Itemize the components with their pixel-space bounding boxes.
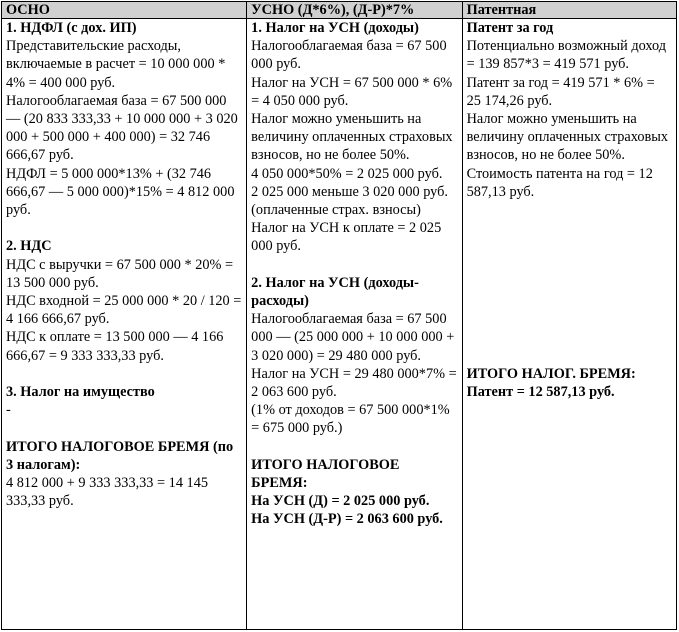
osno-cell [2,19,247,630]
content-row [2,19,677,630]
usno-total-d: На УСН (Д) = 2 025 000 руб. [251,493,430,510]
usn-income-title: 1. Налог на УСН (доходы) [251,20,419,36]
usn-ie-line-1: Налогооблагаемая база = 67 500 000 — (25 000 000 + 10 000 000 + 3 020 000) = 29 480 000 руб. [251,311,455,364]
patent-line-2: Патент за год = 419 571 * 6% = 25 174,26 руб. [466,74,655,109]
nds-line-2: НДС входной = 25 000 000 * 20 / 120 = 4 166 666,67 руб. [6,293,242,328]
usn-income-line-6: Налог на УСН к оплате = 2 025 000 руб. [251,220,442,255]
ndfl-line-3: НДФЛ = 5 000 000*13% + (32 746 666,67 — 5 000 000)*15% = 4 812 000 руб. [6,165,235,219]
nds-line-1: НДС с выручки = 67 500 000 * 20% = 13 500 000 руб. [6,256,234,291]
patent-total-title: ИТОГО НАЛОГ. БРЕМЯ: [466,366,636,383]
usn-income-line-1: Налогооблагаемая база = 67 500 000 руб. [251,38,447,73]
tax-comparison-table [1,1,677,630]
usn-income-expense-title: 2. Налог на УСН (доходы-расходы) [251,274,419,310]
usn-ie-line-3: (1% от доходов = 67 500 000*1% = 675 000 руб.) [251,402,450,437]
usno-total-dr: На УСН (Д-Р) = 2 063 600 руб. [251,511,443,528]
usn-income-line-5: 2 025 000 меньше 3 020 000 руб. (оплаченные страх. взносы) [251,183,448,219]
usn-income-line-3: Налог можно уменьшить на величину оплаченных страховых взносов, но не более 50%. [251,111,453,164]
usno-total-title: ИТОГО НАЛОГОВОЕ БРЕМЯ: [251,456,400,492]
usno-cell [247,19,462,630]
patent-line-3: Налог можно уменьшить на величину оплаченных страховых взносов, но не более 50%. [466,111,668,164]
ndfl-line-1: Представительские расходы, включаемые в расчет = 10 000 000 * 4% = 400 000 руб. [6,38,226,91]
header-patent: Патентная [462,2,676,19]
patent-line-4: Стоимость патента на год = 12 587,13 руб. [466,165,653,200]
property-tax-value: - [6,402,11,419]
osno-total-title: ИТОГО НАЛОГОВОЕ БРЕМЯ (по 3 налогам): [6,438,234,473]
usn-income-line-4: 4 050 000*50% = 2 025 000 руб. [251,165,443,182]
nds-title: 2. НДС [6,238,52,255]
patent-cell [462,19,676,630]
property-tax-title: 3. Налог на имущество [6,384,155,401]
patent-total-value: Патент = 12 587,13 руб. [466,384,615,401]
header-osno: ОСНО [2,2,247,19]
osno-total-value: 4 812 000 + 9 333 333,33 = 14 145 333,33 руб. [6,475,208,510]
patent-line-1: Потенциально возможный доход = 139 857*3 = 419 571 руб. [466,38,667,73]
nds-line-3: НДС к оплате = 13 500 000 — 4 166 666,67 = 9 333 333,33 руб. [6,329,224,364]
header-usno: УСНО (Д*6%), (Д-Р)*7% [247,2,462,19]
usn-ie-line-2: Налог на УСН = 29 480 000*7% = 2 063 600 руб. [251,365,457,401]
usn-income-line-2: Налог на УСН = 67 500 000 * 6% = 4 050 000 руб. [251,74,453,109]
patent-title: Патент за год [466,20,554,36]
header-row [2,2,677,19]
ndfl-title: 1. НДФЛ (с дох. ИП) [6,20,137,36]
ndfl-line-2: Налогооблагаемая база = 67 500 000 — (20 833 333,33 + 10 000 000 + 3 020 000 + 500 000 + 400 000) = 32 746 666,67 руб. [6,92,238,164]
